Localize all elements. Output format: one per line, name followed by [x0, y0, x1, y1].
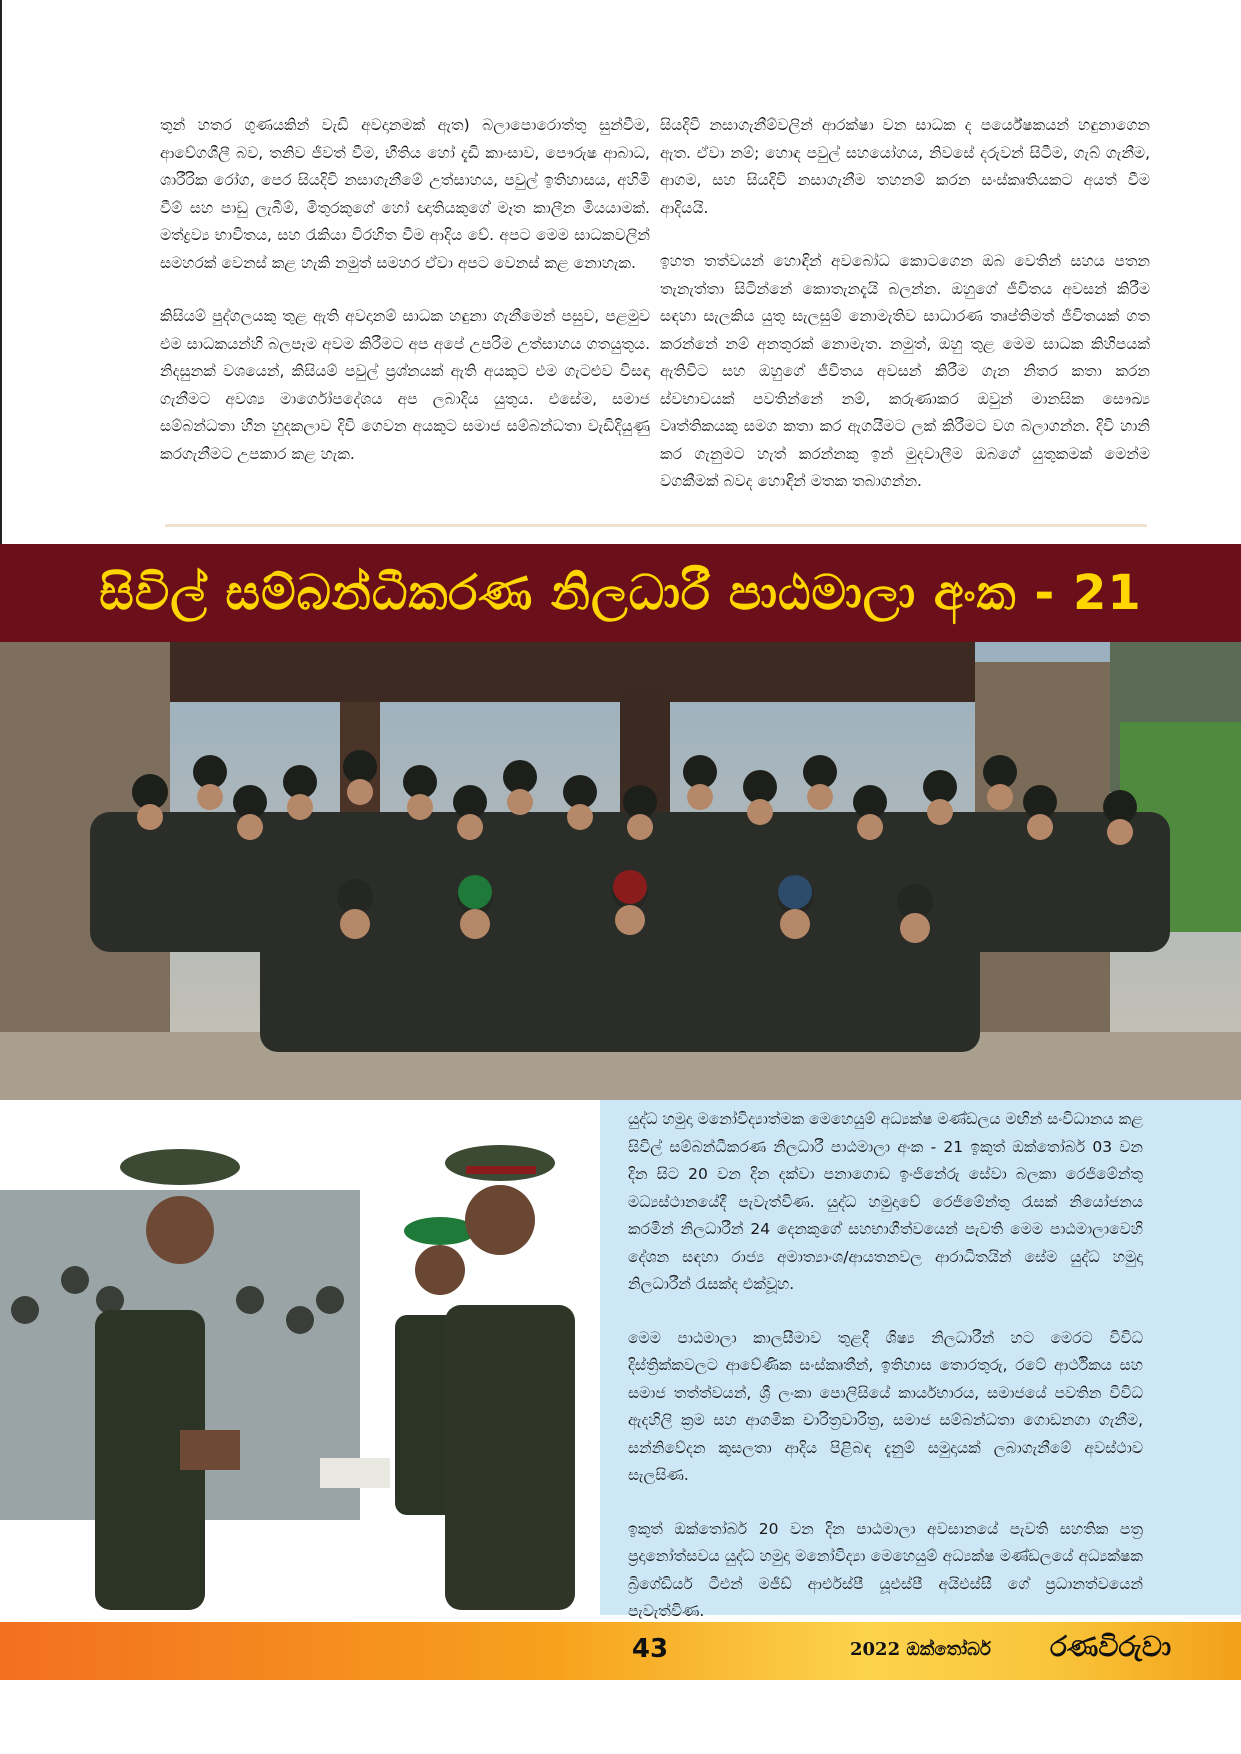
- article-paragraph: තුන් හතර ගුණයකින් වැඩි අවදානමක් ඇත) බලාපොරොත්තු සුන්වීම, ආවේගශීලී බව, තනිව ජීවත් වීම, භීතිය හෝ දැඩි කාංසාව, පෞරුෂ ආබාධ, ශාරීරික රෝග, පෙර සියදිවි නසාගැනීමේ උත්සාහය, පවුල් ඉතිහාසය, අහිමි වීම් සහ පාඩු ලැබීම්, මිතුරකුගේ හෝ ඥාතියකුගේ මෑත කාලීන මියයාමක්. මත්ද්‍රව්‍ය භාවිතය, සහ රැකියා විරහිත වීම ආදිය වේ. අපට මෙම සාධකවලින් සමහරක් වෙනස් කළ හැකි නමුත් සමහර ඒවා අපට වෙනස් කළ නොහැක.: [160, 116, 650, 272]
- caption-paragraph: ඉකුත් ඔක්තෝබර් 20 වන දින පාඨමාලා අවසානයේ පැවති සහතික පත්‍ර ප්‍රදානෝත්සවය යුද්ධ හමුදා මනෝවිද්‍යා මෙහෙයුම් අධ්‍යක්ෂ මණ්ඩලයේ අධ්‍යක්ෂක බ්‍රිගේඩියර් ටීඑන් මජීඩ් ආර්එස්පී යූඑස්පී අයිඑස්සී ගේ ප්‍රධානත්වයෙන් පැවැත්විණ.: [628, 1519, 1143, 1620]
- caption-text: [628, 1106, 1143, 1652]
- article-left-column: [160, 112, 650, 494]
- award-ceremony-photo: [0, 1100, 600, 1615]
- caption-paragraph: යුද්ධ හමුදා මනෝවිද්‍යාත්මක මෙහෙයුම් අධ්‍යක්ෂ මණ්ඩලය මඟින් සංවිධානය කළ සිවිල් සම්බන්ධීකරණ නිලධාරී පාඨමාලා අංක - 21 ඉකුත් ඔක්තෝබර් 03 වන දින සිට 20 වන දින දක්වා පනාගොඩ ඉංජිනේරු සේවා බලකා රෙජිමේන්තු මධ්‍යස්ථානයේදී පැවැත්විණ. යුද්ධ හමුදාවේ රෙජිමේන්තු රැසක් නියෝජනය කරමින් නිලධාරීන් 24 දෙනකුගේ සහභාගීත්වයෙන් පැවති මෙම පාඨමාලාවෙහි දේශන සඳහා රාජ්‍ය අමාත්‍යාංශ/ආයතනවල ආරාධිතයින් සේම යුද්ධ හමුදා නිලධාරීන් රැසක්ද එක්වූහ.: [628, 1110, 1143, 1293]
- article-paragraph: ඉහත තත්වයන් හොඳින් අවබෝධ කොටගෙන ඔබ වෙතින් සහය පතන තැනැත්තා සිටින්නේ කොතැනදැයි බලන්න. ඔහුගේ ජීවිතය අවසන් කිරීම සඳහා සැලකිය යුතු සැලසුම් නොමැතිව සාධාරණ තෘප්තිමත් ජීවිතයක් ගත කරන්නේ නම් අනතුරක් නොමැත. නමුත්, ඔහු තුළ මෙම සාධක කිහිපයක් ඇතිවිට සහ ඔහුගේ ජීවිතය අවසන් කිරීම ගැන නිතර කතා කරන ස්වභාවයක් පවතින්නේ නම්, කරුණාකර ඔවුන් මානසික සෞඛ්‍ය වෘත්තිකයකු සමග කතා කර ඇගයීමට ලක් කිරීමට වග බලාගන්න. දිවි හානි කර ගැනුමට හැත් කරන්නකු ඉන් මුදවාලීම ඔබගේ යුතුකමක් මෙන්ම වගකීමක් බවද හොඳින් මතක තබාගන්න.: [660, 252, 1150, 490]
- group-photo: [0, 642, 1241, 1100]
- page-edge-line: [0, 0, 2, 545]
- section-banner: [0, 544, 1241, 642]
- bottom-margin: [0, 1680, 1241, 1754]
- page-number: 43: [631, 1634, 669, 1664]
- article-paragraph: කිසියම් පුද්ගලයකු තුළ ඇති අවදානම් සාධක හඳුනා ගැනීමෙන් පසුව, පළමුව එම සාධකයන්හි බලපෑම අවම කිරීමට අප අපේ උපරිම උත්සාහය ගතයුතුය. නිදසුනක් වශයෙන්, කිසියම් පවුල් ප්‍රශ්නයක් ඇති අයකුට එම ගැටළුව විසඳා ගැනීමට අවශ්‍ය මාර්ගෝපදේශය අප ලබාදිය යුතුය. එසේම, සමාජ සම්බන්ධතා හීන හුදකලාව දිවි ගෙවන අයකුට සමාජ සම්බන්ධතා වැඩිදියුණු කරගැනීමට උපකාර කළ හැක.: [160, 307, 650, 463]
- issue-date: 2022 ඔක්තෝබර්: [850, 1639, 991, 1660]
- article-right-column: [660, 112, 1150, 522]
- section-divider: [165, 524, 1147, 527]
- caption-paragraph: මෙම පාඨමාලා කාලසීමාව තුළදී ශිෂ්‍ය නිලධාරීන් හට මෙරට විවිධ දිස්ත්‍රික්කවලට ආවේණික සංස්කෘතීන්, ඉතිහාස තොරතුරු, රටේ ආර්ථිකය සහ සමාජ තත්ත්වයන්, ශ්‍රී ලංකා පොලිසියේ කාර්යභාරය, සමාජයේ පවතින විවිධ ඇදහිලි ක්‍රම සහ ආගමික චාරිත්‍රවාරිත්‍ර, සමාජ සම්බන්ධතා ගොඩනගා ගැනීම, සන්නිවේදන කුසලතා ආදිය පිළිබඳ දැනුම් සමුදායක් ලබාගැනීමේ අවස්ථාව සැලසිණ.: [628, 1328, 1143, 1484]
- article-paragraph: සියදිවි නසාගැනීම්වලින් ආරක්ෂා වන සාධක ද පර්යේෂකයන් හඳුනාගෙන ඇත. ඒවා නම්; හොඳ පවුල් සහයෝගය, නිවසේ දරුවන් සිටීම, ගැබ් ගැනීම, ආගම, සහ සියදිවි නසාගැනීම තහනම් කරන සංස්කෘතියකට අයත් වීම ආදියයි.: [660, 116, 1150, 217]
- banner-title: සිවිල් සම්බන්ධීකරණ නිලධාරී පාඨමාලා අංක - 21: [99, 565, 1142, 621]
- magazine-logo: රණවිරුවා: [1050, 1630, 1172, 1663]
